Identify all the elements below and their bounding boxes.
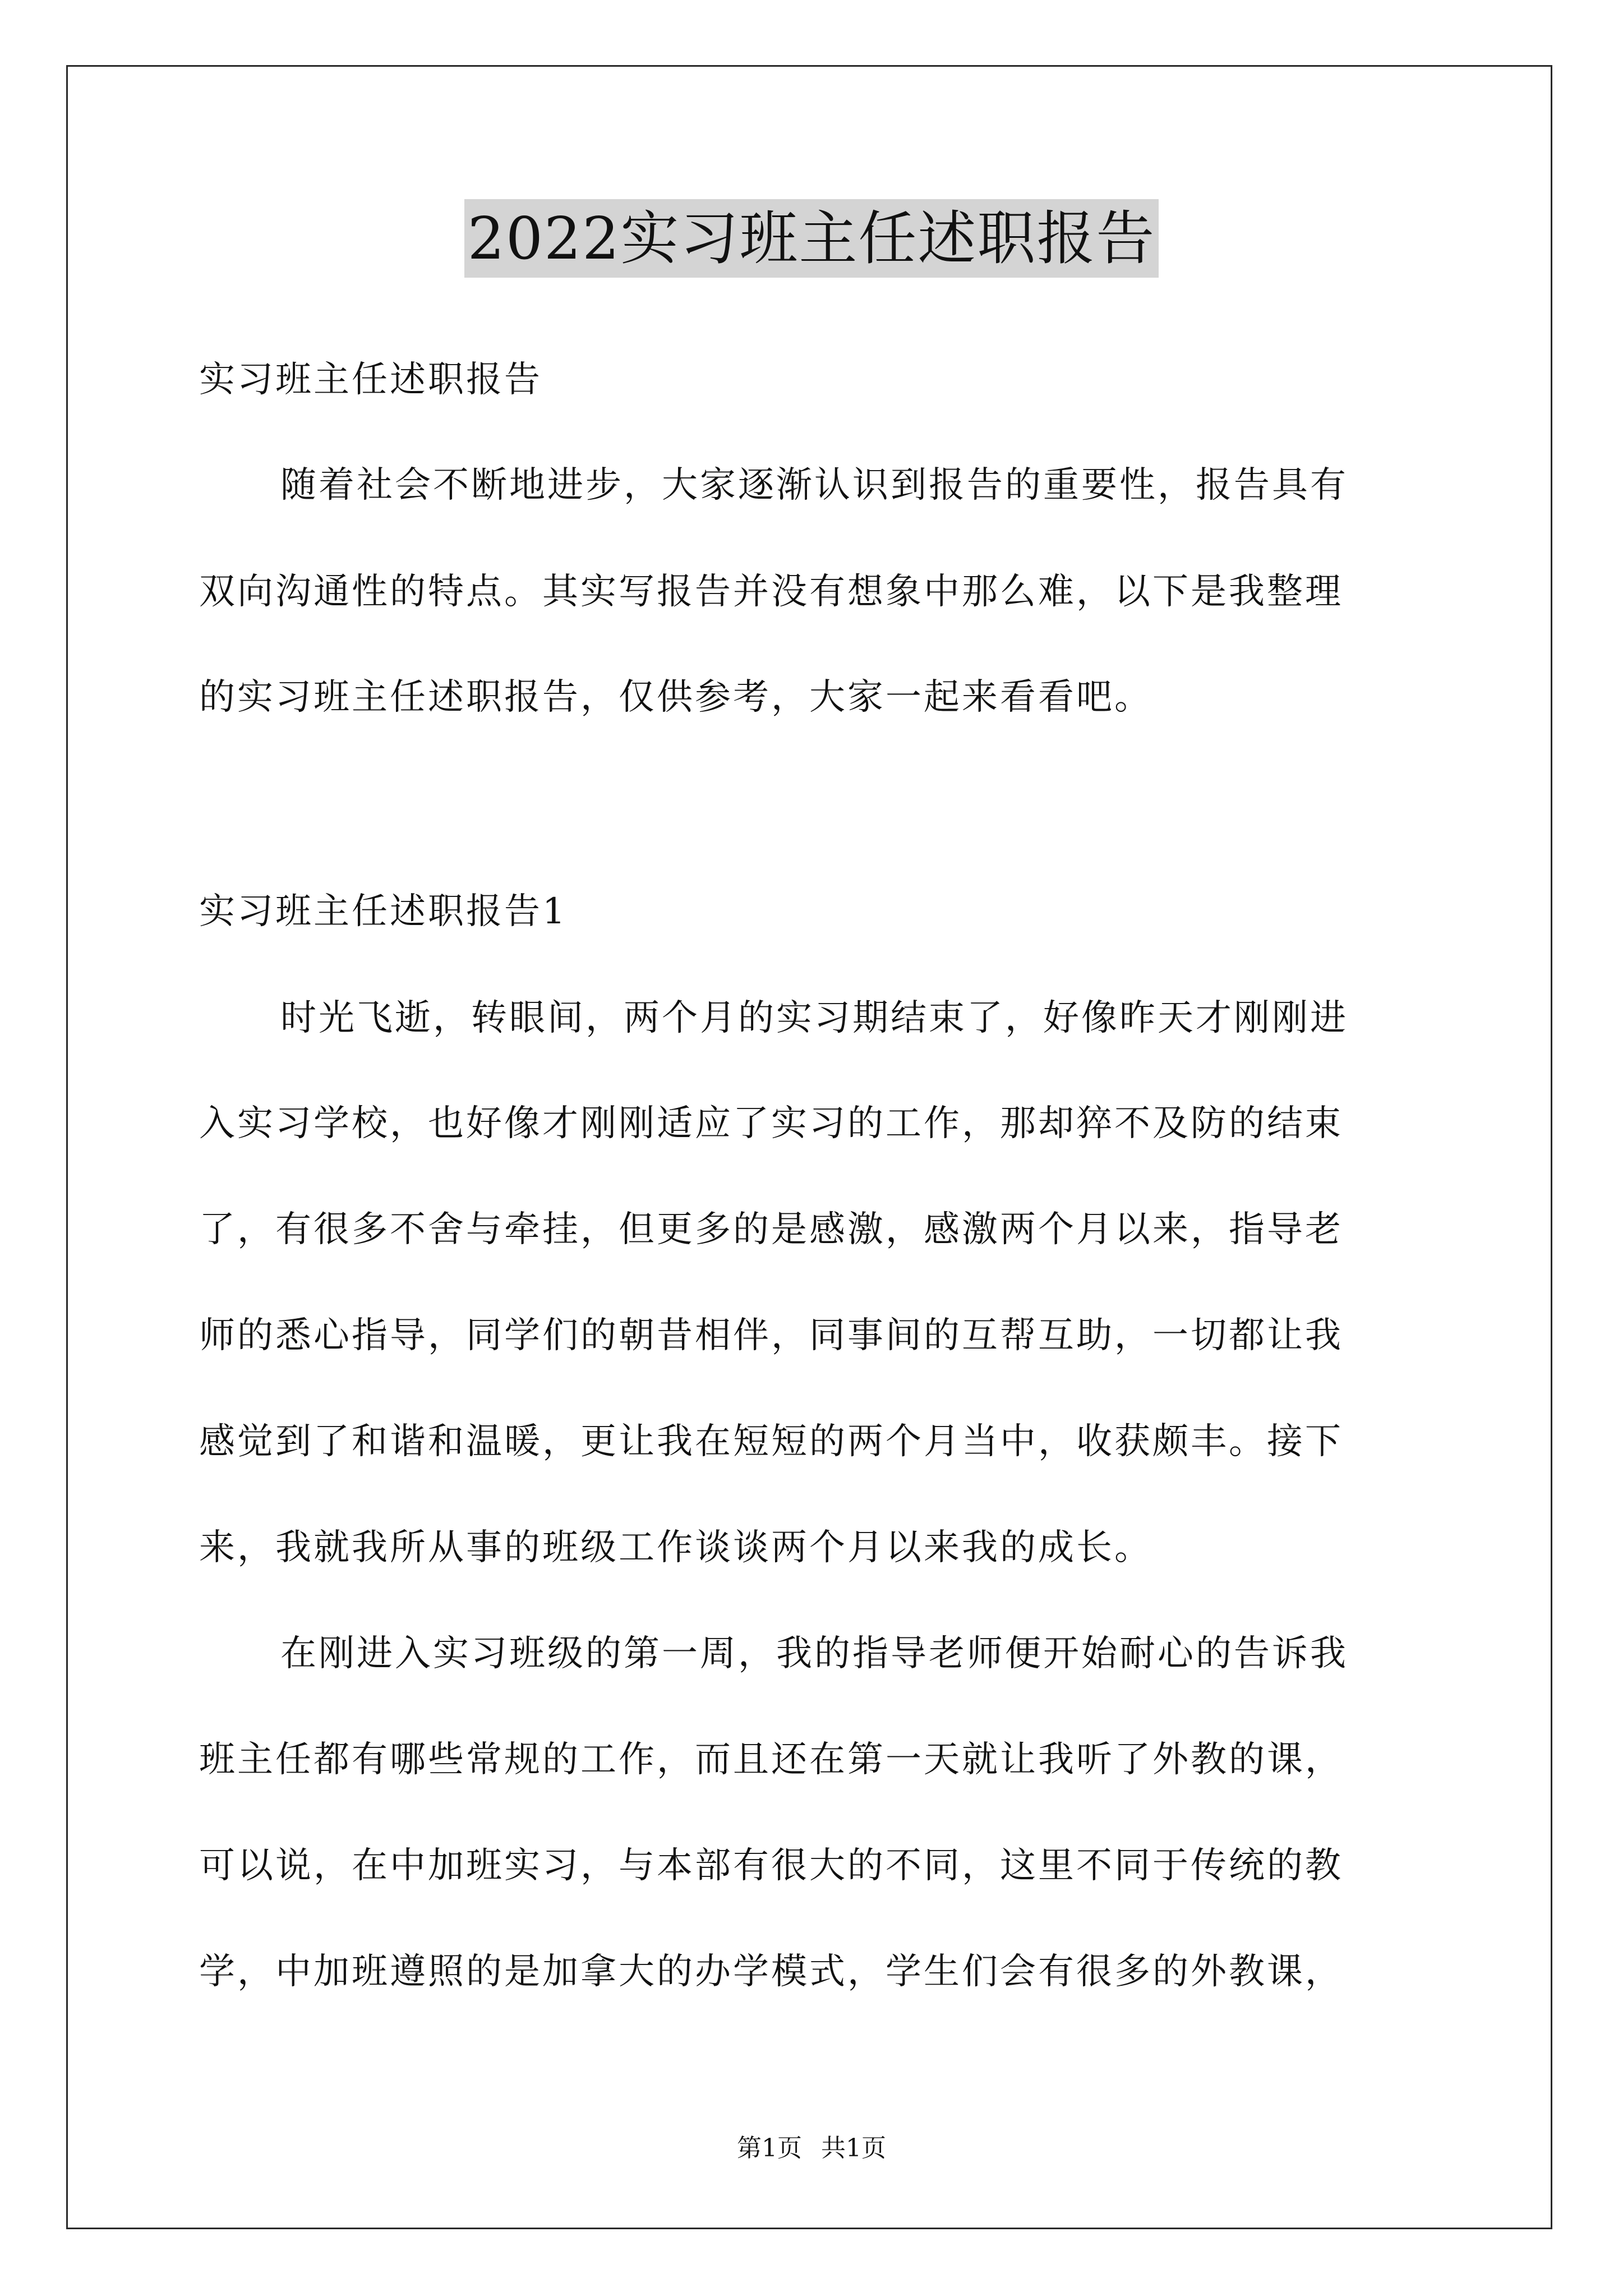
heading-section-1: 实习班主任述职报告1 (199, 891, 568, 932)
paragraph-line: 学，中加班遵照的是加拿大的办学模式，学生们会有很多的外教课， (199, 1951, 1343, 1993)
document-title: 2022实习班主任述职报告 (464, 199, 1159, 278)
paragraph-line: 在刚进入实习班级的第一周，我的指导老师便开始耐心的告诉我 (280, 1633, 1348, 1674)
page-total: 共1页 (821, 2134, 886, 2162)
paragraph-line: 可以说，在中加班实习，与本部有很大的不同，这里不同于传统的教 (199, 1845, 1343, 1887)
paragraph-line: 时光飞逝，转眼间，两个月的实习期结束了，好像昨天才刚刚进 (280, 997, 1348, 1039)
paragraph-line: 了，有很多不舍与牵挂，但更多的是感激，感激两个月以来，指导老 (199, 1209, 1343, 1250)
paragraph-line: 感觉到了和谐和温暖，更让我在短短的两个月当中，收获颇丰。接下 (199, 1421, 1343, 1462)
heading-intro: 实习班主任述职报告 (199, 359, 542, 401)
paragraph-line: 双向沟通性的特点。其实写报告并没有想象中那么难，以下是我整理 (199, 571, 1343, 613)
paragraph-line: 师的悉心指导，同学们的朝昔相伴，同事间的互帮互助，一切都让我 (199, 1315, 1343, 1356)
paragraph-line: 的实习班主任述职报告，仅供参考，大家一起来看看吧。 (199, 677, 1152, 718)
paragraph-line: 来，我就我所从事的班级工作谈谈两个月以来我的成长。 (199, 1527, 1152, 1568)
paragraph-line: 班主任都有哪些常规的工作，而且还在第一天就让我听了外教的课， (199, 1739, 1343, 1780)
title-container (0, 199, 1623, 278)
paragraph-line: 入实习学校，也好像才刚刚适应了实习的工作，那却猝不及防的结束 (199, 1103, 1343, 1144)
page-footer (0, 2132, 1623, 2165)
paragraph-line: 随着社会不断地进步，大家逐渐认识到报告的重要性，报告具有 (280, 464, 1348, 506)
page-number: 第1页 (737, 2134, 802, 2162)
